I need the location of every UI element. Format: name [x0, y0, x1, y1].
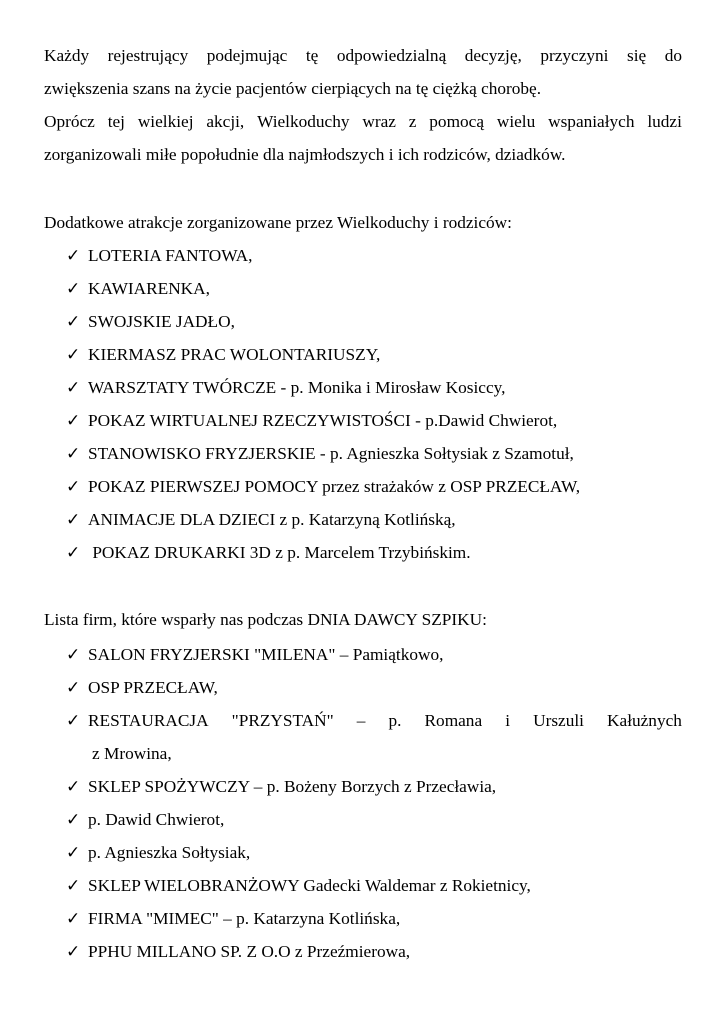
word: ludzi	[647, 112, 682, 131]
checkmark-icon: ✓	[66, 246, 81, 266]
word: –	[356, 711, 366, 730]
list-item	[66, 377, 505, 399]
word: wielu	[496, 112, 536, 131]
list-item-text: SKLEP SPOŻYWCZY – p. Bożeny Borzych z Przecławia,	[88, 777, 497, 796]
intro-line-3	[44, 111, 682, 133]
list-item	[66, 278, 210, 300]
list-item	[66, 443, 574, 465]
list-item	[66, 410, 557, 432]
word: Wielkoduchy	[257, 112, 350, 131]
list-item-text: SALON FRYZJERSKI "MILENA" – Pamiątkowo,	[88, 645, 444, 664]
checkmark-icon: ✓	[66, 543, 81, 563]
word: Oprócz	[44, 112, 95, 131]
list-item-text: PPHU MILLANO SP. Z O.O z Przeźmierowa,	[88, 942, 411, 961]
checkmark-icon: ✓	[66, 645, 81, 665]
list-item	[66, 509, 456, 531]
checkmark-icon: ✓	[66, 345, 81, 365]
list-item	[66, 776, 496, 798]
word: wielkiej	[137, 112, 194, 131]
list-item	[66, 476, 580, 498]
list-item-text: FIRMA "MIMEC" – p. Katarzyna Kotlińska,	[88, 909, 401, 928]
attractions-heading: Dodatkowe atrakcje zorganizowane przez Wielkoduchy i rodziców:	[44, 213, 512, 232]
list-item	[66, 842, 250, 864]
word: RESTAURACJA	[88, 711, 209, 730]
list-item-text: p. Dawid Chwierot,	[88, 810, 225, 829]
checkmark-icon: ✓	[66, 378, 81, 398]
intro-line-2: zwiększenia szans na życie pacjentów cierpiących na tę ciężką chorobę.	[44, 79, 542, 98]
word: tę	[305, 46, 319, 65]
list-item-text: OSP PRZECŁAW,	[88, 678, 218, 697]
word: odpowiedzialną	[336, 46, 447, 65]
list-item	[66, 677, 218, 699]
word: i	[505, 711, 511, 730]
word: przyczyni	[540, 46, 609, 65]
checkmark-icon: ✓	[66, 477, 81, 497]
checkmark-icon: ✓	[66, 711, 81, 731]
intro-line-4: zorganizowali miłe popołudnie dla najmłodszych i ich rodziców, dziadków.	[44, 145, 566, 164]
checkmark-icon: ✓	[66, 279, 81, 299]
word: pomocą	[429, 112, 484, 131]
word: podejmując	[206, 46, 288, 65]
list-item-text: SWOJSKIE JADŁO,	[88, 312, 235, 331]
checkmark-icon: ✓	[66, 876, 81, 896]
word: do	[664, 46, 682, 65]
checkmark-icon: ✓	[66, 444, 81, 464]
list-item-text: POKAZ PIERWSZEJ POMOCY przez strażaków z OSP PRZECŁAW,	[88, 477, 581, 496]
list-item-text	[88, 710, 682, 732]
word: p.	[388, 711, 402, 730]
sponsors-heading: Lista firm, które wsparły nas podczas DNIA DAWCY SZPIKU:	[44, 610, 487, 629]
word: wraz	[362, 112, 396, 131]
list-item	[66, 311, 235, 333]
intro-line-1	[44, 45, 682, 67]
list-item-text: LOTERIA FANTOWA,	[88, 246, 253, 265]
list-item-text: p. Agnieszka Sołtysiak,	[88, 843, 251, 862]
word: rejestrujący	[107, 46, 189, 65]
list-item	[66, 245, 252, 267]
list-item	[66, 644, 443, 666]
word: tej	[107, 112, 125, 131]
checkmark-icon: ✓	[66, 810, 81, 830]
word: Każdy	[44, 46, 90, 65]
list-item	[66, 941, 410, 963]
list-item	[66, 710, 88, 732]
list-item-text: KIERMASZ PRAC WOLONTARIUSZY,	[88, 345, 381, 364]
word: "PRZYSTAŃ"	[231, 711, 334, 730]
list-item-text: SKLEP WIELOBRANŻOWY Gadecki Waldemar z Rokietnicy,	[88, 876, 531, 895]
checkmark-icon: ✓	[66, 942, 81, 962]
word: Urszuli	[533, 711, 584, 730]
list-item	[66, 344, 380, 366]
word: z	[408, 112, 417, 131]
list-item	[66, 875, 531, 897]
list-item	[66, 908, 400, 930]
word: się	[626, 46, 647, 65]
word: Romana	[424, 711, 483, 730]
checkmark-icon: ✓	[66, 843, 81, 863]
checkmark-icon: ✓	[66, 678, 81, 698]
list-item	[66, 809, 224, 831]
checkmark-icon: ✓	[66, 777, 81, 797]
word: decyzję,	[464, 46, 522, 65]
checkmark-icon: ✓	[66, 411, 81, 431]
list-item	[66, 542, 471, 564]
list-item-text: ANIMACJE DLA DZIECI z p. Katarzyną Kotlińską,	[88, 510, 456, 529]
checkmark-icon: ✓	[66, 312, 81, 332]
word: wspaniałych	[548, 112, 635, 131]
list-item-text: KAWIARENKA,	[88, 279, 210, 298]
list-item-continuation: z Mrowina,	[92, 744, 172, 763]
checkmark-icon: ✓	[66, 909, 81, 929]
list-item-text: WARSZTATY TWÓRCZE - p. Monika i Mirosław Kosiccy,	[88, 378, 506, 397]
checkmark-icon: ✓	[66, 510, 81, 530]
word: Kałużnych	[607, 711, 682, 730]
word: akcji,	[206, 112, 245, 131]
list-item-text: POKAZ DRUKARKI 3D z p. Marcelem Trzybińskim.	[88, 543, 471, 562]
list-item-text: POKAZ WIRTUALNEJ RZECZYWISTOŚCI - p.Dawid Chwierot,	[88, 411, 558, 430]
list-item-text: STANOWISKO FRYZJERSKIE - p. Agnieszka Sołtysiak z Szamotuł,	[88, 444, 574, 463]
